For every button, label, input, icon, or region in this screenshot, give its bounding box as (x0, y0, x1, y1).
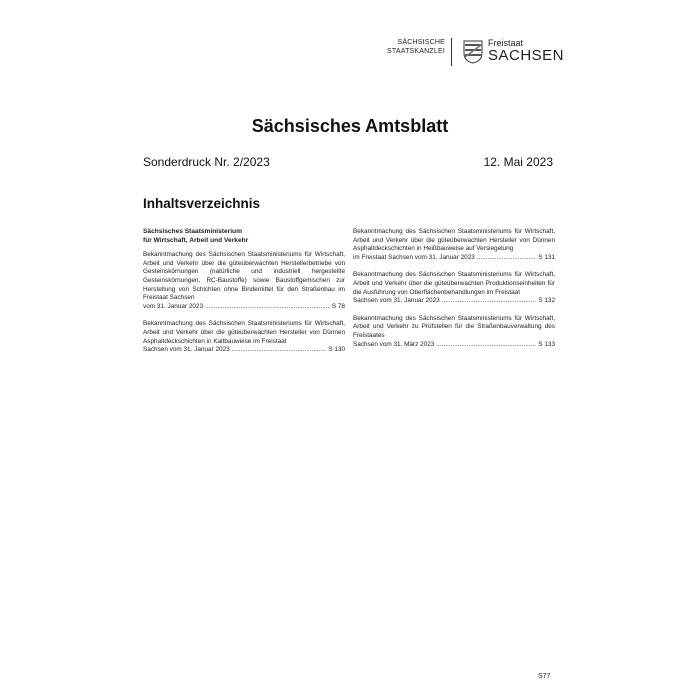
toc-entry-leader (143, 303, 345, 312)
state-line2: SACHSEN (488, 47, 565, 64)
section-heading-line1: Sächsisches Staatsministerium (143, 228, 242, 235)
toc-entry-last-line: Sachsen vom 31. Januar 2023 (143, 346, 230, 354)
toc-entry[interactable] (143, 251, 345, 311)
toc-entry[interactable] (353, 271, 555, 305)
leader-dots (436, 341, 536, 350)
toc-entry-last-line: Sachsen vom 31. März 2023 (353, 340, 435, 348)
leader-dots (205, 303, 330, 312)
toc-entry-last-line: vom 31. Januar 2023 (143, 302, 204, 310)
toc-entry-text: Bekanntmachung des Sächsischen Staatsministeriums für Wirtschaft, Arbeit und Verkehr über die güteüberwachten Hersteller von Dünnen Asphaltdeckschichten in Kaltbauweise im Freistaat (143, 320, 345, 345)
toc-entry-leader (143, 346, 345, 355)
toc-entry[interactable] (353, 228, 555, 262)
issue-number: Sonderdruck Nr. 2/2023 (143, 155, 270, 169)
toc-entry-leader (353, 341, 555, 350)
toc-entry-last-line: im Freistaat Sachsen vom 31. Januar 2023 (353, 253, 475, 261)
saxony-crest-icon (463, 40, 483, 64)
toc-entry-page: S 130 (328, 346, 345, 354)
logo-divider (451, 38, 452, 66)
toc-entry-page: S 78 (331, 302, 345, 310)
freistaat-sachsen-logo-text (488, 38, 564, 64)
section-heading-line2: für Wirtschaft, Arbeit und Verkehr (143, 236, 249, 244)
toc-entry-page: S 131 (538, 253, 555, 261)
chancellery-line2: STAATSKANZLEI (387, 48, 445, 55)
page-number: S77 (538, 673, 551, 680)
staatskanzlei-logo-text (360, 38, 445, 56)
toc-entry-text: Bekanntmachung des Sächsischen Staatsministeriums für Wirtschaft, Arbeit und Verkehr über die güteüberwachten Hersteller von Dünnen Asphaltdeckschichten in Heißbauweise auf Versiegelung (353, 228, 555, 253)
issue-date: 12. Mai 2023 (483, 155, 553, 169)
toc-entry-page: S 132 (538, 297, 555, 305)
toc-entry-text: Bekanntmachung des Sächsischen Staatsministeriums für Wirtschaft, Arbeit und Verkehr über die güteüberwachten Herstellerbetriebe von Gesteinskörnungen (natürliche und industriell hergestellte Gesteinskörnungen, RC-Baustoffe) sowie Baustoffgemischen zur Herstellung von Schichten ohne Bindemittel für den Straßenbau im Freistaat Sachsen (143, 251, 345, 302)
leader-dots (442, 297, 537, 306)
toc-entry-text: Bekanntmachung des Sächsischen Staatsministeriums für Wirtschaft, Arbeit und Verkehr über die güteüberwachten Produktionseinheiten für die Ausführung von Oberflächenbehandlungen im Freistaat (353, 271, 555, 296)
state-line1: Freistaat (488, 38, 524, 48)
toc-entry-page: S 133 (538, 340, 555, 348)
toc-column-left (143, 228, 345, 364)
chancellery-line1: SÄCHSISCHE (397, 39, 445, 46)
toc-entry[interactable] (143, 320, 345, 354)
document-title: Sächsisches Amtsblatt (251, 116, 449, 136)
section-heading (143, 228, 345, 245)
toc-column-right (353, 228, 555, 358)
toc-entry-text: Bekanntmachung des Sächsischen Staatsministeriums für Wirtschaft, Arbeit und Verkehr zu Prüfstellen für die Straßenbauverwaltung des Freistaates (353, 314, 555, 339)
leader-dots (477, 254, 536, 263)
toc-entry-last-line: Sachsen vom 31. Januar 2023 (353, 297, 440, 305)
toc-entry-leader (353, 297, 555, 306)
toc-heading: Inhaltsverzeichnis (143, 196, 261, 211)
leader-dots (232, 346, 327, 355)
toc-entry[interactable] (353, 315, 555, 349)
toc-entry-leader (353, 254, 555, 263)
